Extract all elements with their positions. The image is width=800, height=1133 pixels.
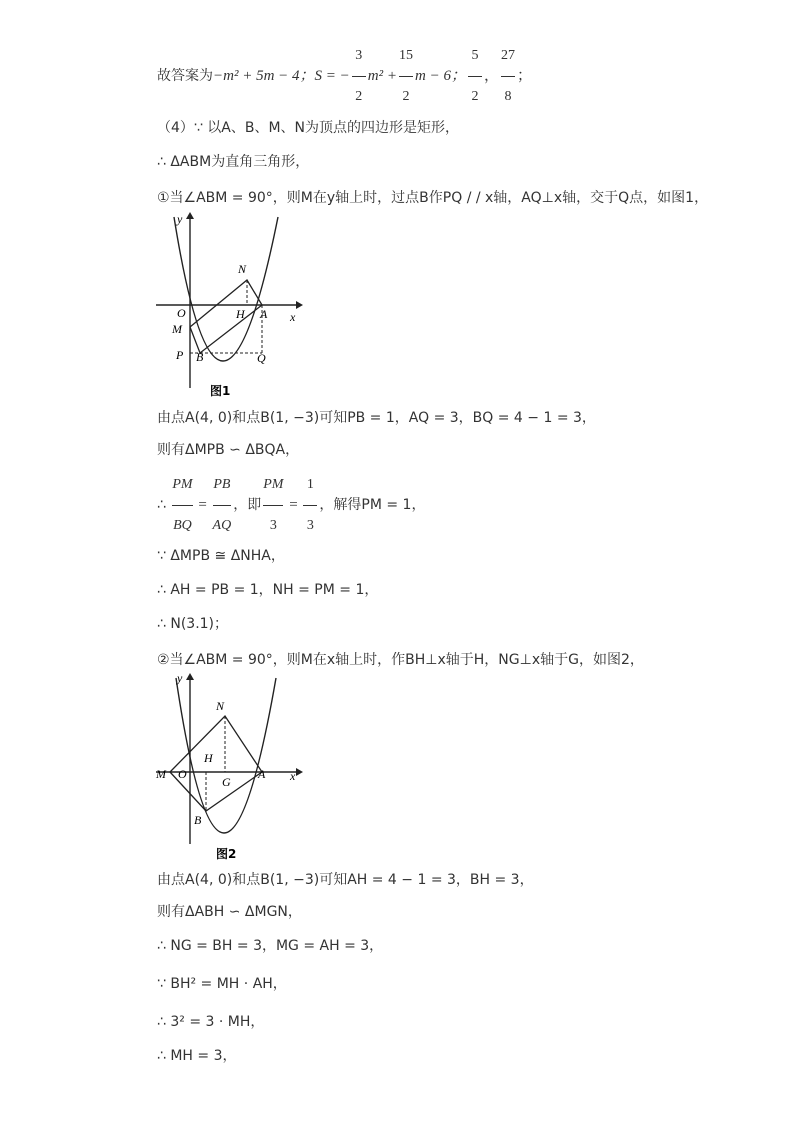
part-4-heading: （4）∵ 以A、B、M、N为顶点的四边形是矩形， [157, 120, 459, 136]
label-O: O [178, 767, 187, 781]
figure-2-caption: 图2 [216, 847, 237, 861]
figure-2 [150, 668, 310, 868]
case-1-coords: 由点A(4, 0)和点B(1, −3)可知PB = 1，AQ = 3，BQ = 4 − 1 = 3， [157, 410, 596, 426]
fraction: $\frac{3}{2}$ [352, 46, 366, 107]
label-H: H [236, 307, 245, 321]
label-N: N [216, 699, 225, 713]
case-1-similar: 则有ΔMPB ∽ ΔBQA， [157, 442, 300, 458]
fraction: $\frac{5}{2}$ [468, 46, 482, 107]
figure-1-caption: 图1 [210, 384, 231, 398]
case-2-coords: 由点A(4, 0)和点B(1, −3)可知AH = 4 − 1 = 3，BH = 3， [157, 872, 534, 888]
case-2-lengths: ∴ NG = BH = 3，MG = AH = 3， [157, 938, 384, 954]
case-2-substitute: ∴ 3² = 3 · MH， [157, 1014, 265, 1030]
case-2-statement: ②当∠ABM = 90°，则M在x轴上时，作BH⊥x轴于H，NG⊥x轴于G，如图2， [157, 652, 644, 668]
fraction: $\frac{15}{2}$ [398, 48, 413, 104]
label-x: x [290, 769, 296, 783]
label-M: M [156, 767, 166, 781]
case-2-similar: 则有ΔABH ∽ ΔMGN， [157, 904, 302, 920]
case-1-lengths: ∴ AH = PB = 1，NH = PM = 1， [157, 582, 379, 598]
case-1-congruent: ∵ ΔMPB ≅ ΔNHA， [157, 548, 285, 564]
label-M: M [172, 322, 182, 336]
label-B: B [194, 813, 202, 827]
fraction: $\frac{1}{3}$ [303, 475, 317, 536]
case-2-result: ∴ MH = 3， [157, 1048, 237, 1064]
fraction: $\frac{27}{8}$ [500, 48, 515, 104]
label-y: y [177, 212, 183, 226]
label-A: A [258, 767, 266, 781]
case-1-result: ∴ N(3.1)； [157, 616, 229, 632]
answer-line: 故答案为−m² + 5m − 4；S = − $\frac{3}{2}$ m² + $\frac{15}{2}$ m − 6； $\frac{5}{2}$ ， $\frac{27}{8}$ ； [157, 46, 532, 107]
label-G: G [222, 775, 231, 789]
label-P: P [176, 348, 184, 362]
label-A: A [260, 307, 268, 321]
case-2-projection: ∵ BH² = MH · AH， [157, 976, 287, 992]
case-1-statement: ①当∠ABM = 90°，则M在y轴上时，过点B作PQ / / x轴，AQ⊥x轴，交于Q点，如图1， [157, 190, 709, 206]
label-x: x [290, 310, 296, 324]
fraction: $\frac{PB}{AQ}$ [212, 477, 232, 533]
label-N: N [238, 262, 247, 276]
figure-1 [150, 205, 310, 405]
label-B: B [196, 350, 204, 364]
label-y: y [177, 671, 183, 685]
label-H: H [204, 751, 213, 765]
proportion-line: ∴ $\frac{PM}{BQ}$ = $\frac{PB}{AQ}$ ，即 $\frac{PM}{3}$ = $\frac{1}{3}$ ，解得PM = 1， [157, 475, 425, 536]
label-O: O [177, 306, 186, 320]
conclusion-right-triangle: ∴ ΔABM为直角三角形， [157, 154, 310, 170]
fraction: $\frac{PM}{BQ}$ [172, 477, 193, 533]
fraction: $\frac{PM}{3}$ [263, 477, 284, 533]
label-Q: Q [257, 351, 266, 365]
